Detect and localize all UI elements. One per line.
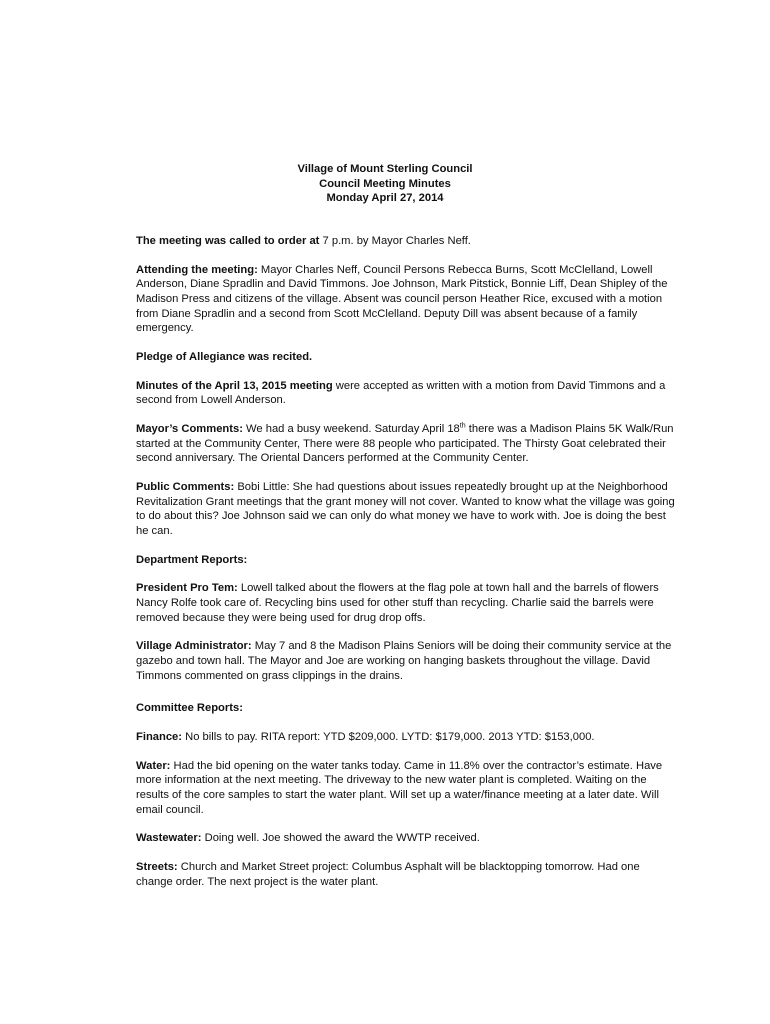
finance-heading: Finance:	[136, 730, 183, 743]
council-name: Village of Mount Sterling Council	[297, 163, 473, 175]
mayors-comments-text-continued: there was a Madison Plains 5K Walk/Run started at the Community Center, There were 88 people who participated. The Thirsty Goat celebrated their second anniversary. The Oriental Dancers performed at the Community Center.	[136, 423, 674, 465]
streets-heading: Streets:	[136, 861, 178, 874]
village-administrator-paragraph	[136, 639, 676, 683]
called-to-order-paragraph	[136, 234, 676, 249]
document-body	[136, 234, 676, 903]
public-comments-text: Bobi Little: She had questions about issues repeatedly brought up at the Neighborhood Revitalization Grant meetings that the grant money will not cover. Wanted to know what the village was going to do about this? Joe Johnson said we can only do what money we have to work with. Joe is doing the best he can.	[136, 481, 675, 537]
president-pro-tem-text: Lowell talked about the flowers at the flag pole at town hall and the barrels of flowers Nancy Rolfe took care of. Recycling bins used for other stuff than recycling. Charlie said the barrels were removed because they were being used for drug drop offs.	[136, 582, 659, 624]
attending-paragraph	[136, 263, 676, 336]
attending-heading: Attending the meeting:	[136, 263, 258, 276]
village-administrator-heading: Village Administrator:	[136, 640, 252, 653]
water-text: Had the bid opening on the water tanks today. Came in 11.8% over the contractor’s estimate. Have more information at the next meeting. The driveway to the new water plant is completed. Waiting on the results of the core samples to start the water plant. Will set up a water/finance meeting at a later date. Will email council.	[136, 759, 663, 816]
called-to-order-text: 7 p.m. by Mayor Charles Neff.	[319, 235, 471, 247]
pledge-paragraph	[136, 350, 676, 365]
president-pro-tem-heading: President Pro Tem:	[136, 582, 238, 595]
called-to-order-heading: The meeting was called to order at	[136, 235, 320, 247]
minutes-paragraph	[136, 379, 676, 408]
streets-text: Church and Market Street project: Columbus Asphalt will be blacktopping tomorrow. Had one change order. The next project is the water plant.	[136, 861, 640, 888]
committee-reports-paragraph	[136, 701, 676, 716]
water-heading: Water:	[136, 759, 171, 772]
minutes-heading: Minutes of the April 13, 2015 meeting	[136, 379, 333, 392]
minutes-text: were accepted as written with a motion from David Timmons and a second from Lowell Anderson.	[136, 379, 666, 407]
document-header	[136, 162, 634, 206]
department-reports-heading: Department Reports:	[136, 553, 248, 566]
public-comments-paragraph	[136, 480, 676, 538]
finance-text: No bills to pay. RITA report: YTD $209,000. LYTD: $179,000. 2013 YTD: $153,000.	[182, 730, 595, 743]
committee-reports-heading: Committee Reports:	[136, 702, 243, 715]
village-administrator-text: May 7 and 8 the Madison Plains Seniors will be doing their community service at the gazebo and town hall. The Mayor and Joe are working on hanging baskets throughout the village. David Timmons commented on grass clippings in the drains.	[136, 640, 672, 682]
attending-text: Mayor Charles Neff, Council Persons Rebecca Burns, Scott McClelland, Lowell Anderson, Diane Spradlin and David Timmons. Joe Johnson, Mark Pitstick, Bonnie Liff, Dean Shipley of the Madison Press and citizens of the village. Absent was council person Heather Rice, excused with a motion from Diane Spradlin and a second from Scott McClelland. Deputy Dill was absent because of a family emergency.	[136, 263, 668, 335]
public-comments-heading: Public Comments:	[136, 481, 235, 494]
pledge-heading: Pledge of Allegiance was recited.	[136, 350, 313, 363]
wastewater-heading: Wastewater:	[136, 832, 202, 845]
department-reports-paragraph	[136, 553, 676, 568]
water-paragraph	[136, 759, 676, 817]
mayors-comments-heading: Mayor’s Comments:	[136, 423, 243, 436]
wastewater-text: Doing well. Joe showed the award the WWTP received.	[201, 832, 480, 845]
mayors-comments-paragraph	[136, 422, 676, 466]
ordinal-superscript: th	[459, 422, 466, 430]
president-pro-tem-paragraph	[136, 581, 676, 625]
mayors-comments-text: We had a busy weekend. Saturday April 18	[242, 423, 460, 436]
streets-paragraph	[136, 860, 676, 889]
meeting-date: Monday April 27, 2014	[326, 192, 444, 204]
wastewater-paragraph	[136, 831, 676, 846]
finance-paragraph	[136, 730, 676, 745]
document-title: Council Meeting Minutes	[319, 177, 451, 190]
